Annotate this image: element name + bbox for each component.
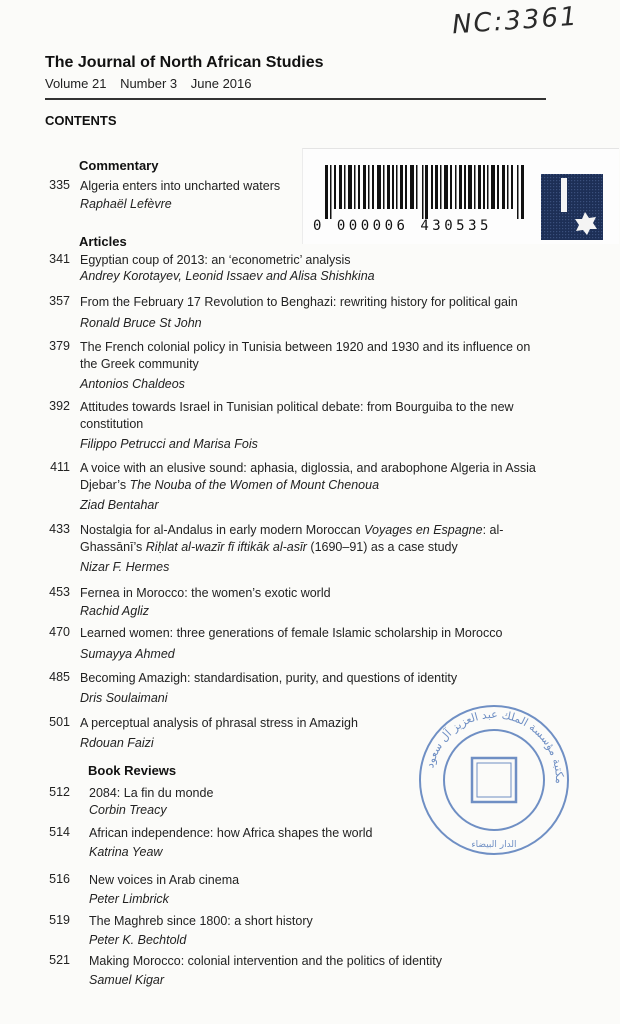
entry-title: The Maghreb since 1800: a short history [89, 914, 313, 928]
entry-title: New voices in Arab cinema [89, 873, 240, 887]
title-line-2: the Greek community [80, 357, 199, 371]
entry-title: Fernea in Morocco: the women’s exotic world [80, 586, 331, 600]
entry-title: Egyptian coup of 2013: an ‘econometric’ analysis [80, 253, 351, 267]
title-line-1-end: : al- [482, 523, 504, 537]
entry-page: 485 [49, 670, 70, 684]
issue-date: June 2016 [190, 76, 252, 91]
entry-title [80, 460, 560, 494]
title-line-2-italic: The Nouba of the Women of Mount Chenoua [129, 478, 380, 492]
section-articles: Articles [79, 234, 127, 249]
entry-page: 433 [49, 522, 70, 536]
entry-page: 379 [49, 339, 70, 353]
issue-line [45, 76, 262, 91]
title-line-2-end: (1690–91) as a case study [306, 540, 458, 554]
entry-author: Samuel Kigar [89, 973, 165, 987]
entry-author: Filippo Petrucci and Marisa Fois [80, 437, 258, 451]
title-line-1: Attitudes towards Israel in Tunisian political debate: from Bourguiba to the new [80, 400, 514, 414]
entry-title: Algeria enters into uncharted waters [80, 179, 281, 193]
entry-title: Becoming Amazigh: standardisation, purity, and questions of identity [80, 671, 458, 685]
title-line-1-italic: Voyages en Espagne [364, 523, 483, 537]
title-line-2: constitution [80, 417, 144, 431]
stamp-city: الدار البيضاء [471, 840, 517, 850]
entry-page: 453 [49, 585, 70, 599]
entry-title: From the February 17 Revolution to Benghazi: rewriting history for political gain [80, 295, 518, 309]
barcode-icon [325, 165, 525, 219]
entry-author: Sumayya Ahmed [80, 647, 175, 661]
entry-page: 341 [49, 252, 70, 266]
entry-page: 357 [49, 294, 70, 308]
library-logo-icon [541, 174, 603, 240]
entry-page: 411 [50, 460, 70, 474]
barcode-number: 0 000006 430535 [313, 218, 492, 234]
issue-number: Number 3 [120, 76, 178, 91]
barcode-sticker [302, 148, 619, 244]
handwritten-code: NC:3361 [451, 1, 580, 41]
section-book-reviews: Book Reviews [88, 763, 177, 778]
section-commentary: Commentary [79, 158, 159, 173]
entry-title [80, 522, 560, 556]
entry-page: 501 [49, 715, 70, 729]
entry-author: Rdouan Faizi [80, 736, 154, 750]
entry-title: African independence: how Africa shapes the world [89, 826, 373, 840]
entry-title [80, 399, 560, 433]
title-line-2: Ghassānī’s [80, 540, 146, 554]
entry-author: Antonios Chaldeos [80, 377, 185, 391]
entry-author: Peter Limbrick [89, 892, 169, 906]
entry-title: 2084: La fin du monde [89, 786, 214, 800]
entry-author: Dris Soulaimani [80, 691, 168, 705]
entry-author: Nizar F. Hermes [80, 560, 170, 574]
title-line-1: The French colonial policy in Tunisia between 1920 and 1930 and its influence on [80, 340, 531, 354]
entry-page: 470 [49, 625, 70, 639]
entry-page: 516 [49, 872, 70, 886]
title-line-1: A voice with an elusive sound: aphasia, diglossia, and arabophone Algeria in Assia [80, 461, 536, 475]
entry-author: Ronald Bruce St John [80, 316, 202, 330]
entry-title: A perceptual analysis of phrasal stress in Amazigh [80, 716, 358, 730]
entry-author: Peter K. Bechtold [89, 933, 187, 947]
entry-page: 392 [49, 399, 70, 413]
entry-page: 335 [49, 178, 70, 192]
entry-author: Ziad Bentahar [80, 498, 159, 512]
entry-title [80, 339, 560, 373]
library-stamp-icon [414, 700, 574, 860]
title-line-2-italic: Riḥlat al-wazīr fī iftikāk al-asīr [145, 540, 307, 554]
entry-page: 521 [49, 953, 70, 967]
entry-author: Raphaël Lefèvre [80, 197, 172, 211]
volume: Volume 21 [45, 76, 107, 91]
title-line-1: Nostalgia for al-Andalus in early modern Moroccan [80, 523, 365, 537]
entry-page: 519 [49, 913, 70, 927]
entry-author: Corbin Treacy [89, 803, 167, 817]
contents-heading: CONTENTS [45, 113, 117, 128]
entry-title: Making Morocco: colonial intervention and the politics of identity [89, 954, 442, 968]
entry-page: 514 [49, 825, 70, 839]
header-rule [45, 98, 546, 100]
title-line-2: Djebar’s [80, 478, 130, 492]
entry-author: Rachid Agliz [80, 604, 150, 618]
entry-author: Andrey Korotayev, Leonid Issaev and Alisa Shishkina [80, 269, 375, 283]
entry-title: Learned women: three generations of female Islamic scholarship in Morocco [80, 626, 503, 640]
stamp-text: مكتبة مؤسسة الملك عبد العزيز آل سعود [423, 707, 567, 784]
entry-author: Katrina Yeaw [89, 845, 163, 859]
journal-title: The Journal of North African Studies [45, 54, 324, 71]
entry-page: 512 [49, 785, 70, 799]
